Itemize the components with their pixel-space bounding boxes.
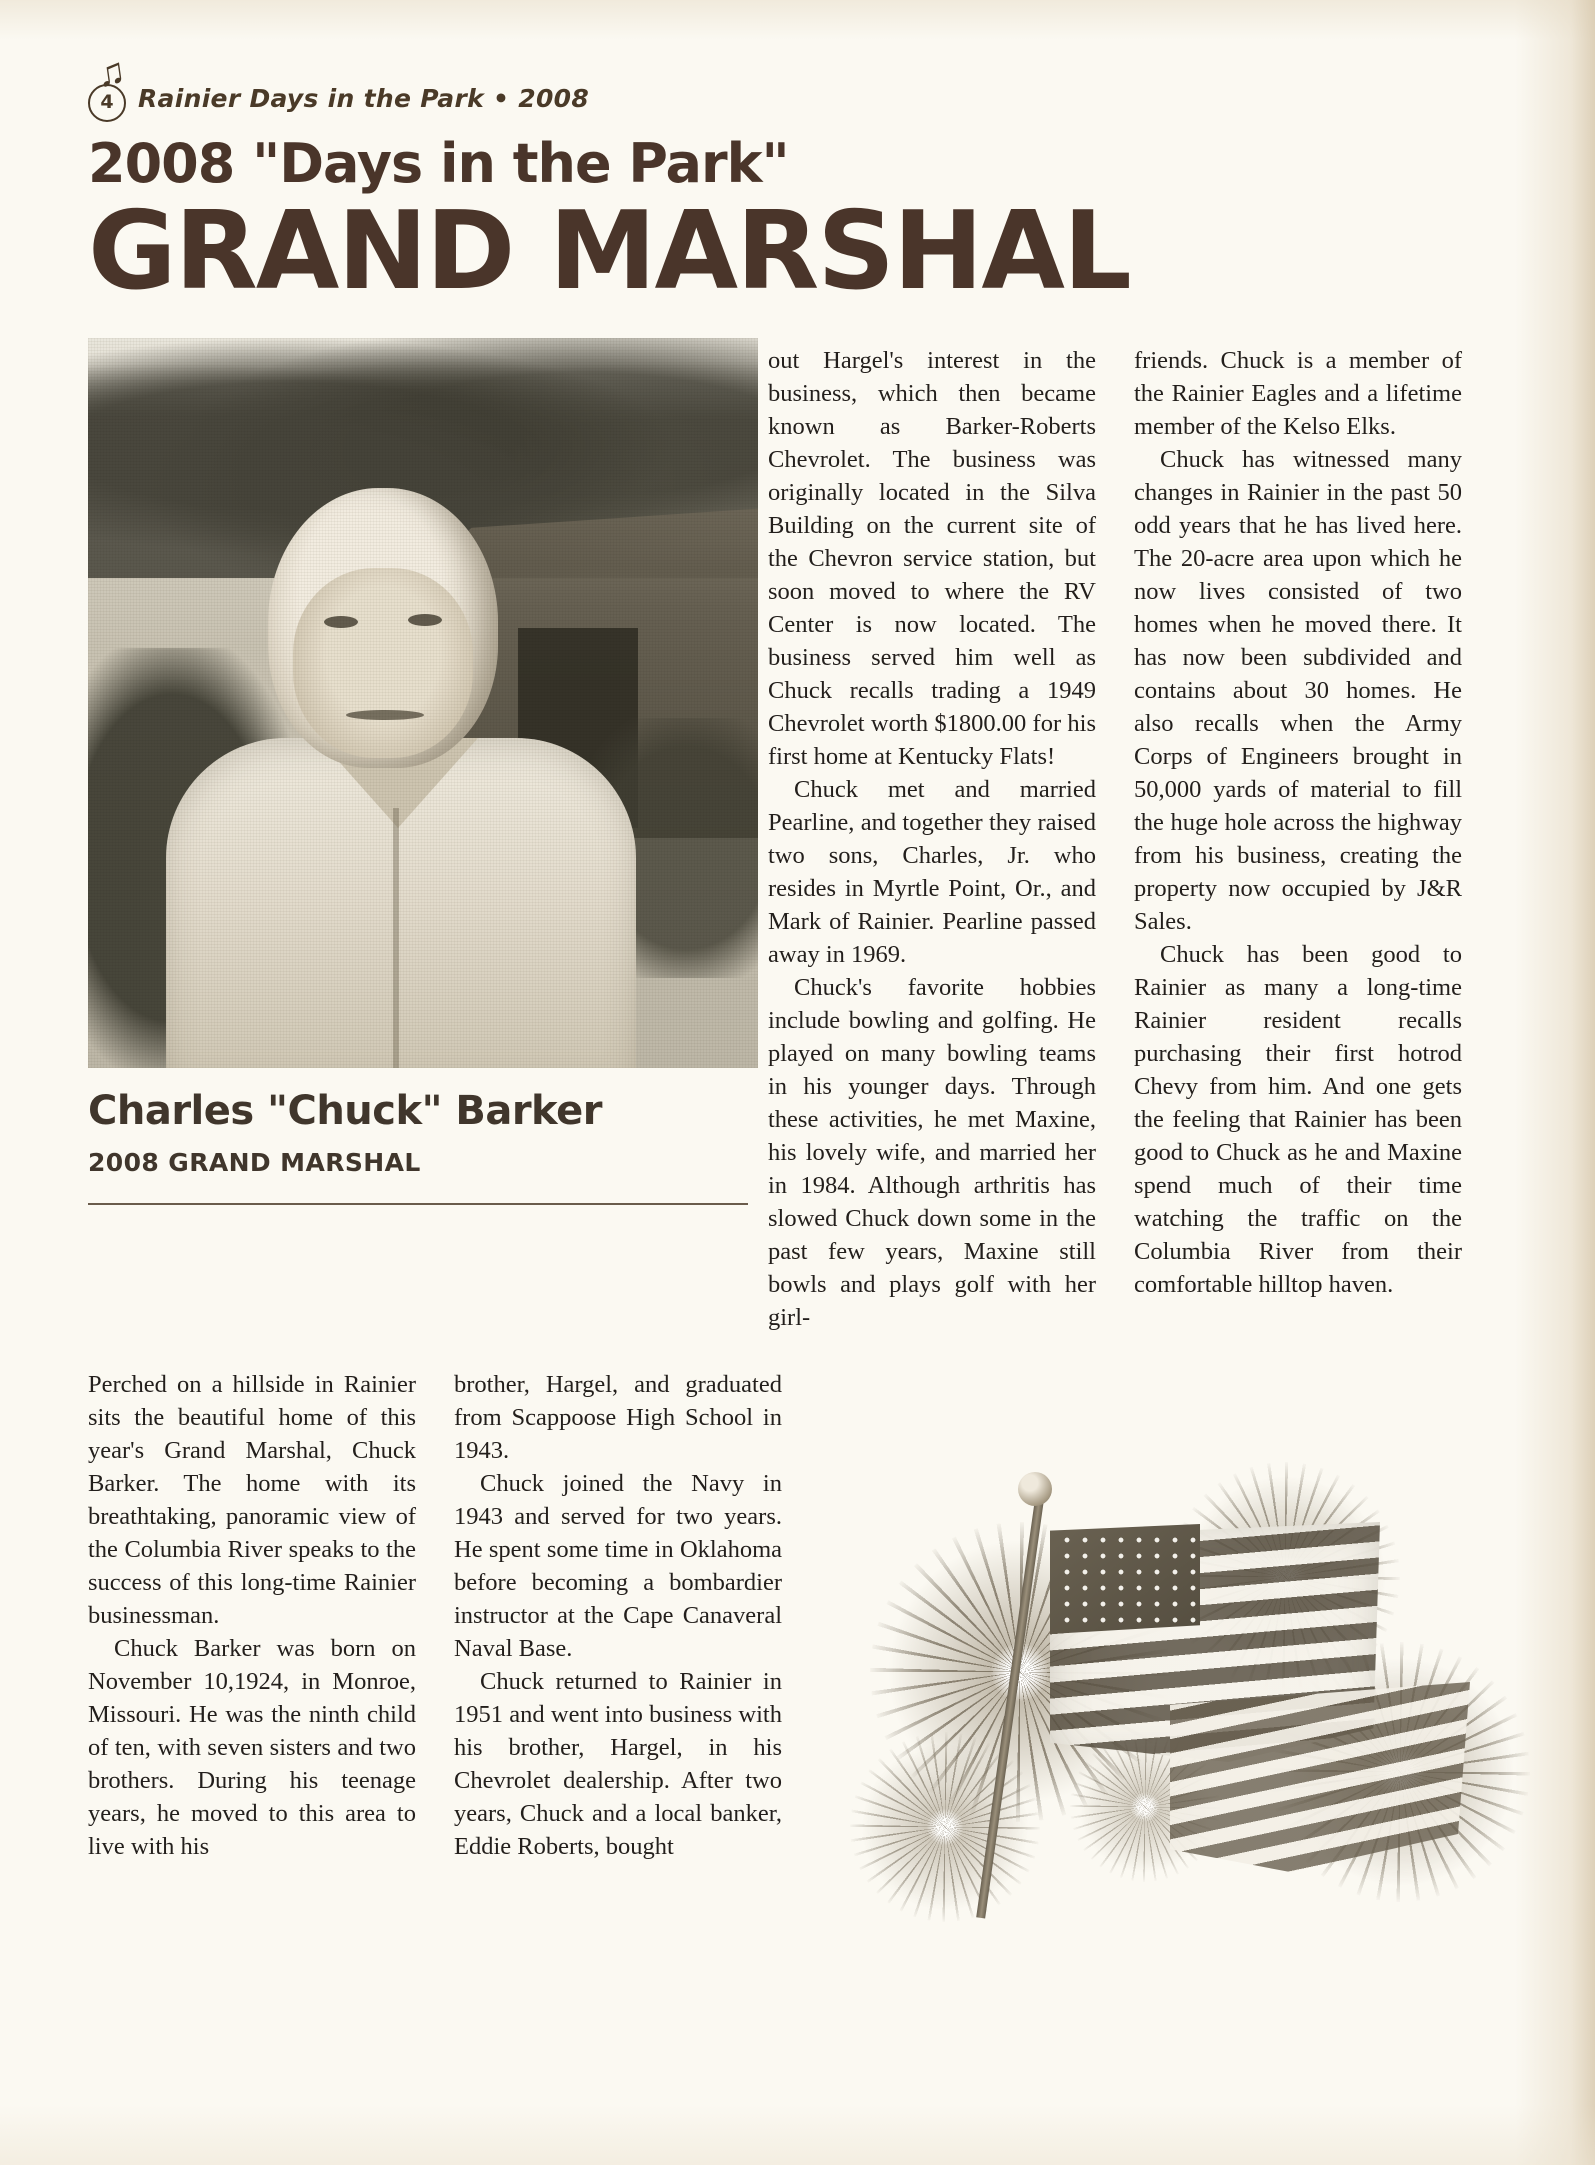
page-number-badge: 4 xyxy=(88,84,126,122)
paragraph: friends. Chuck is a member of the Rainier Eagles and a lifetime member of the Kelso Elks. xyxy=(1134,347,1462,440)
flag-stars xyxy=(1054,1528,1196,1628)
paragraph: Chuck joined the Navy in 1943 and served for two years. He spent some time in Oklahoma before becoming a bombardier instructor at the Cape Canaveral Naval Base. xyxy=(454,1470,782,1662)
scan-shadow-right xyxy=(1515,0,1595,2165)
upper-text-columns xyxy=(768,338,1462,1334)
article-column-1 xyxy=(88,1368,416,1952)
headline-kicker: 2008 "Days in the Park" xyxy=(88,132,789,195)
flagpole-finial xyxy=(1018,1472,1052,1506)
grand-marshal-photo xyxy=(88,338,758,1068)
page-content xyxy=(88,50,1508,1952)
paragraph: brother, Hargel, and graduated from Scappoose High School in 1943. xyxy=(454,1371,782,1464)
article-column-2 xyxy=(454,1368,782,1952)
paragraph: Perched on a hillside in Rainier sits the beautiful home of this year's Grand Marshal, Chuck Barker. The home with its breathtaking, panoramic view of the Columbia River speaks to the success of this long-time Rainier businessman. xyxy=(88,1371,416,1629)
paragraph: Chuck met and married Pearline, and together they raised two sons, Charles, Jr. who resides in Myrtle Point, Or., and Mark of Rainier. Pearline passed away in 1969. xyxy=(768,776,1096,968)
photo-halftone-grain xyxy=(88,338,758,1068)
scan-shadow-top xyxy=(0,0,1595,40)
paragraph: Chuck Barker was born on November 10,1924, in Monroe, Missouri. He was the ninth child of ten, with seven sisters and two brothers. During his teenage years, he moved to this area to live with his xyxy=(88,1635,416,1860)
photo-caption: Charles "Chuck" Barker xyxy=(88,1088,602,1134)
firework-burst-icon xyxy=(850,1732,1040,1922)
music-note-icon: ♫ xyxy=(94,50,129,96)
photo-column xyxy=(88,338,768,1334)
caption-divider xyxy=(88,1203,748,1205)
scan-shadow-bottom xyxy=(0,2105,1595,2165)
masthead xyxy=(88,50,1508,130)
paragraph: Chuck returned to Rainier in 1951 and went into business with his brother, Hargel, in his Chevrolet dealership. After two years, Chuck and a local banker, Eddie Roberts, bought xyxy=(454,1668,782,1860)
publication-title: Rainier Days in the Park • 2008 xyxy=(138,84,590,113)
article-column-3 xyxy=(768,344,1096,1334)
lower-section xyxy=(88,1368,1508,1952)
upper-section xyxy=(88,338,1508,1334)
paragraph: Chuck has been good to Rainier as many a long-time Rainier resident recalls purchasing their first hotrod Chevy from him. And one gets the feeling that Rainier has been good to Chuck as he and Maxine spend much of their time watching the traffic on the Columbia River from their comfortable hilltop haven. xyxy=(1134,941,1462,1298)
paragraph: out Hargel's interest in the business, which then became known as Barker-Roberts Chevrolet. The business was originally located in the Silva Building on the current site of the Chevron service station, but soon moved to where the RV Center is now located. The business served him well as Chuck recalls trading a 1949 Chevrolet worth $1800.00 for his first home at Kentucky Flats! xyxy=(768,347,1096,770)
page-title: GRAND MARSHAL xyxy=(88,189,1130,314)
photo-subcaption: 2008 GRAND MARSHAL xyxy=(88,1148,421,1177)
article-column-4 xyxy=(1134,344,1462,1334)
paragraph: Chuck has witnessed many changes in Rainier in the past 50 odd years that he has lived here. The 20-acre area upon which he now lives consisted of two homes when he moved there. It has now been subdivided and contains about 30 homes. He also recalls when the Army Corps of Engineers brought in 50,000 yards of material to fill the huge hole across the highway from his business, creating the property now occupied by J&R Sales. xyxy=(1134,446,1462,935)
american-flag-fireworks-illustration xyxy=(840,1432,1500,1952)
paragraph: Chuck's favorite hobbies include bowling and golfing. He played on many bowling teams in his younger days. Through these activities, he met Maxine, his lovely wife, and married her in 1984. Although arthritis has slowed Chuck down some in the past few years, Maxine still bowls and plays golf with her girl- xyxy=(768,974,1096,1331)
artwork-column xyxy=(820,1368,1514,1952)
